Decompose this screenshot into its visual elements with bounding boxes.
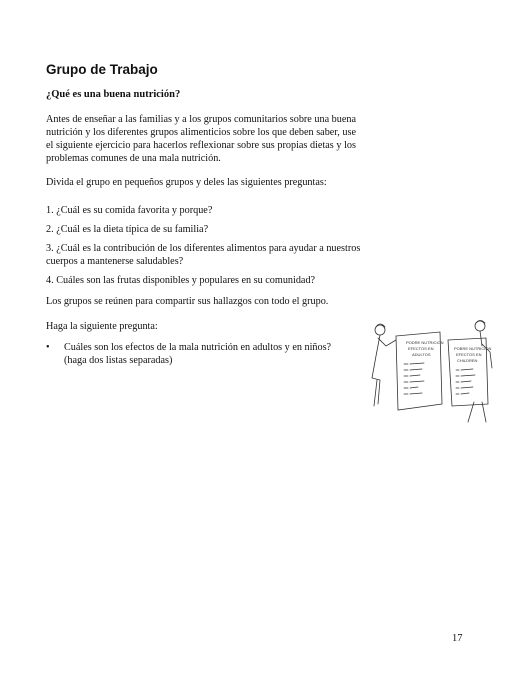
bullet-item [46, 341, 336, 367]
question-item: 1. ¿Cuál es su comida favorita y porque? [46, 205, 213, 216]
question-item: 3. ¿Cuál es la contribución de los diferentes alimentos para ayudar a nuestros cuerpos a mantenerse saludables? [46, 243, 361, 267]
instruction-paragraph: Divida el grupo en pequeños grupos y deles las siguientes preguntas: [46, 177, 327, 188]
intro-paragraph: Antes de enseñar a las familias y a los grupos comunitarios sobre una buena nutrición y los diferentes grupos alimenticios sobre los que deben saber, use el siguiente ejercicio para hacerlos reflexionar sobre sus propias dietas y los problemas comunes de una mala nutrición. [46, 114, 356, 164]
right-sign-line-3: CHILDREN [457, 358, 478, 363]
left-sign-line-3: ADULTOS [412, 352, 431, 357]
people-with-signs-illustration [336, 318, 496, 430]
page-number: 17 [452, 633, 463, 644]
question-item: 4. Cuáles son las frutas disponibles y populares en su comunidad? [46, 275, 316, 286]
section-subtitle: ¿Qué es una buena nutrición? [46, 89, 181, 100]
bullet-line-1: Cuáles son los efectos de la mala nutrición en adultos y en niños? [64, 342, 332, 353]
bullet-text [64, 341, 331, 367]
question-list [46, 204, 364, 293]
bullet-line-2: (haga dos listas separadas) [64, 355, 173, 366]
bullet-symbol: • [46, 342, 50, 353]
right-sign-line-2: EFECTOS EN [456, 352, 482, 357]
ask-paragraph: Haga la siguiente pregunta: [46, 321, 158, 332]
question-item: 2. ¿Cuál es la dieta típica de su familia? [46, 224, 209, 235]
section-title: Grupo de Trabajo [46, 62, 158, 77]
left-sign-line-2: EFECTOS EN [408, 346, 434, 351]
left-sign-line-1: PODRE NUTRICION [406, 340, 444, 345]
right-sign-line-1: POBRE NUTRICION [454, 346, 492, 351]
share-paragraph: Los grupos se reúnen para compartir sus hallazgos con todo el grupo. [46, 296, 329, 307]
